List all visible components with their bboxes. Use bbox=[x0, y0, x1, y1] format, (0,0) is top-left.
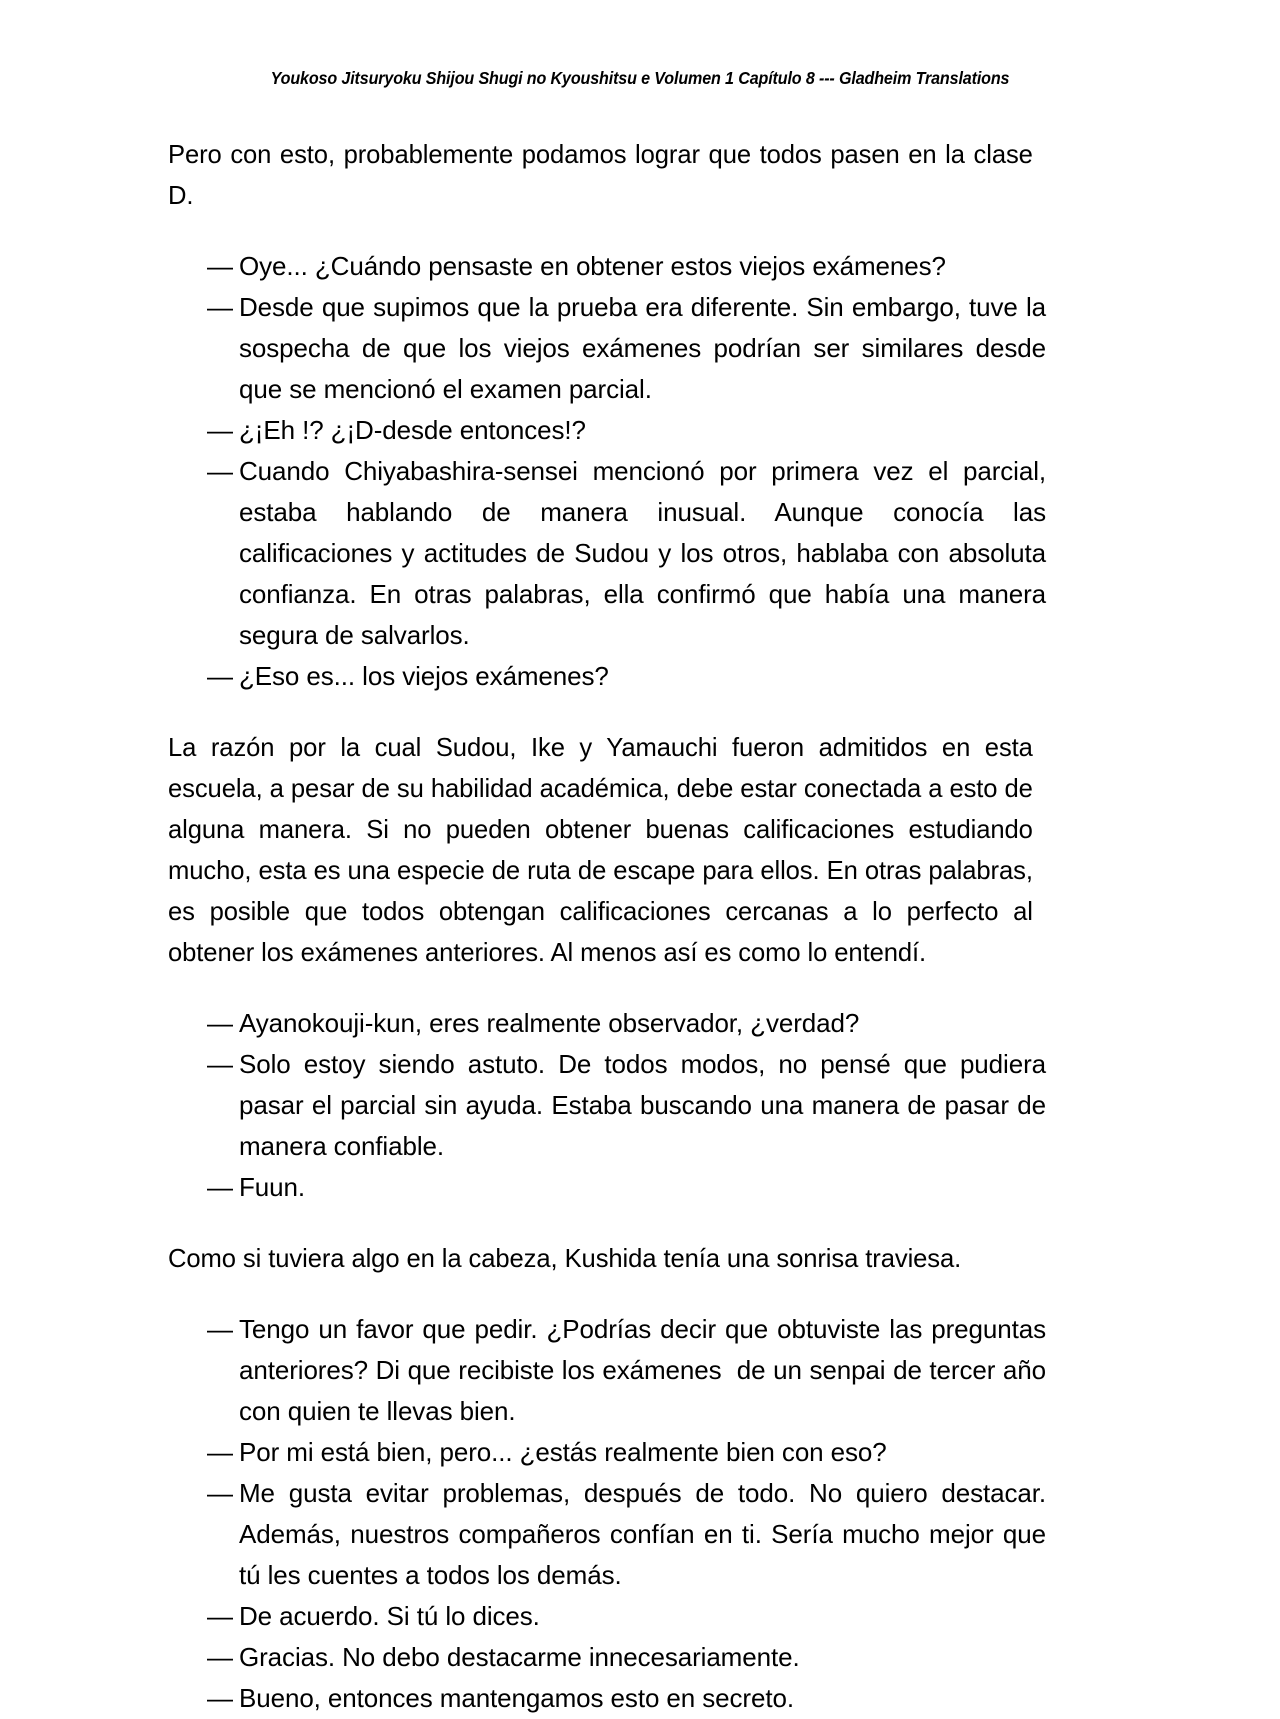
em-dash-icon: — bbox=[207, 292, 233, 322]
spacer bbox=[168, 216, 1046, 246]
paragraph-1: Pero con esto, probablemente podamos lograr que todos pasen en la clase D. bbox=[168, 139, 1033, 210]
dialogue-text: De acuerdo. Si tú lo dices. bbox=[239, 1601, 540, 1631]
em-dash-icon: — bbox=[207, 661, 233, 691]
paragraph-2: La razón por la cual Sudou, Ike y Yamauchi fueron admitidos en esta escuela, a pesar de su habilidad académica, debe estar conectada a esto de alguna manera. Si no pueden obtener buenas calificaciones estudiando mucho, esta es una especie de ruta de escape para ellos. En otras palabras, es posible que todos obtengan calificaciones cercanas a lo perfecto al obtener los exámenes anteriores. Al menos así es como lo entendí. bbox=[168, 732, 1033, 967]
dialogue-line bbox=[207, 1637, 1046, 1678]
dialogue-text: Gracias. No debo destacarme innecesariamente. bbox=[239, 1642, 800, 1672]
document-body bbox=[168, 134, 1054, 1719]
em-dash-icon: — bbox=[207, 1601, 233, 1631]
em-dash-icon: — bbox=[207, 1642, 233, 1672]
dialogue-line bbox=[207, 1003, 1046, 1044]
em-dash-icon: — bbox=[207, 1314, 233, 1344]
em-dash-icon: — bbox=[207, 415, 233, 445]
dialogue-block-1 bbox=[168, 246, 1046, 697]
spacer bbox=[168, 973, 1046, 1003]
dialogue-text: Ayanokouji-kun, eres realmente observador, ¿verdad? bbox=[239, 1008, 860, 1038]
dialogue-text: Cuando Chiyabashira-sensei mencionó por primera vez el parcial, estaba hablando de manera inusual. Aunque conocía las calificaciones y actitudes de Sudou y los otros, hablaba con absoluta confianza. En otras palabras, ella confirmó que había una manera segura de salvarlos. bbox=[239, 456, 1046, 650]
dialogue-line bbox=[207, 1473, 1046, 1596]
em-dash-icon: — bbox=[207, 1683, 233, 1713]
dialogue-text: ¿¡Eh !? ¿¡D-desde entonces!? bbox=[239, 415, 586, 445]
spacer bbox=[168, 1208, 1046, 1238]
em-dash-icon: — bbox=[207, 456, 233, 486]
dialogue-line bbox=[207, 410, 1046, 451]
em-dash-icon: — bbox=[207, 1008, 233, 1038]
dialogue-line bbox=[207, 246, 1046, 287]
dialogue-line bbox=[207, 656, 1046, 697]
dialogue-line bbox=[207, 1167, 1046, 1208]
em-dash-icon: — bbox=[207, 1478, 233, 1508]
page-header: Youkoso Jitsuryoku Shijou Shugi no Kyoushitsu e Volumen 1 Capítulo 8 --- Gladheim Translations bbox=[270, 68, 1010, 88]
dialogue-line bbox=[207, 1044, 1046, 1167]
dialogue-line bbox=[207, 1678, 1046, 1719]
em-dash-icon: — bbox=[207, 251, 233, 281]
em-dash-icon: — bbox=[207, 1049, 233, 1079]
dialogue-block-3 bbox=[168, 1309, 1054, 1719]
spacer bbox=[168, 1279, 1046, 1309]
dialogue-line bbox=[207, 287, 1046, 410]
dialogue-line bbox=[207, 1309, 1054, 1432]
dialogue-text: Bueno, entonces mantengamos esto en secreto. bbox=[239, 1683, 794, 1713]
dialogue-line bbox=[207, 1432, 1046, 1473]
dialogue-text: Por mi está bien, pero... ¿estás realmente bien con eso? bbox=[239, 1437, 887, 1467]
dialogue-text: Tengo un favor que pedir. ¿Podrías decir que obtuviste las preguntas anteriores? Di que recibiste los exámenes de un senpai de tercer año con quien te llevas bien. bbox=[239, 1314, 1054, 1426]
dialogue-text: Me gusta evitar problemas, después de todo. No quiero destacar. Además, nuestros compañeros confían en ti. Sería mucho mejor que tú les cuentes a todos los demás. bbox=[239, 1478, 1046, 1590]
paragraph-3: Como si tuviera algo en la cabeza, Kushida tenía una sonrisa traviesa. bbox=[168, 1243, 962, 1273]
em-dash-icon: — bbox=[207, 1172, 233, 1202]
dialogue-text: Fuun. bbox=[239, 1172, 305, 1202]
dialogue-text: Desde que supimos que la prueba era diferente. Sin embargo, tuve la sospecha de que los viejos exámenes podrían ser similares desde que se mencionó el examen parcial. bbox=[239, 292, 1046, 404]
dialogue-text: Solo estoy siendo astuto. De todos modos, no pensé que pudiera pasar el parcial sin ayuda. Estaba buscando una manera de pasar de manera confiable. bbox=[239, 1049, 1046, 1161]
dialogue-block-2 bbox=[168, 1003, 1046, 1208]
dialogue-text: Oye... ¿Cuándo pensaste en obtener estos viejos exámenes? bbox=[239, 251, 946, 281]
em-dash-icon: — bbox=[207, 1437, 233, 1467]
spacer bbox=[168, 697, 1046, 727]
dialogue-line bbox=[207, 1596, 1046, 1637]
dialogue-line bbox=[207, 451, 1046, 656]
dialogue-text: ¿Eso es... los viejos exámenes? bbox=[239, 661, 609, 691]
